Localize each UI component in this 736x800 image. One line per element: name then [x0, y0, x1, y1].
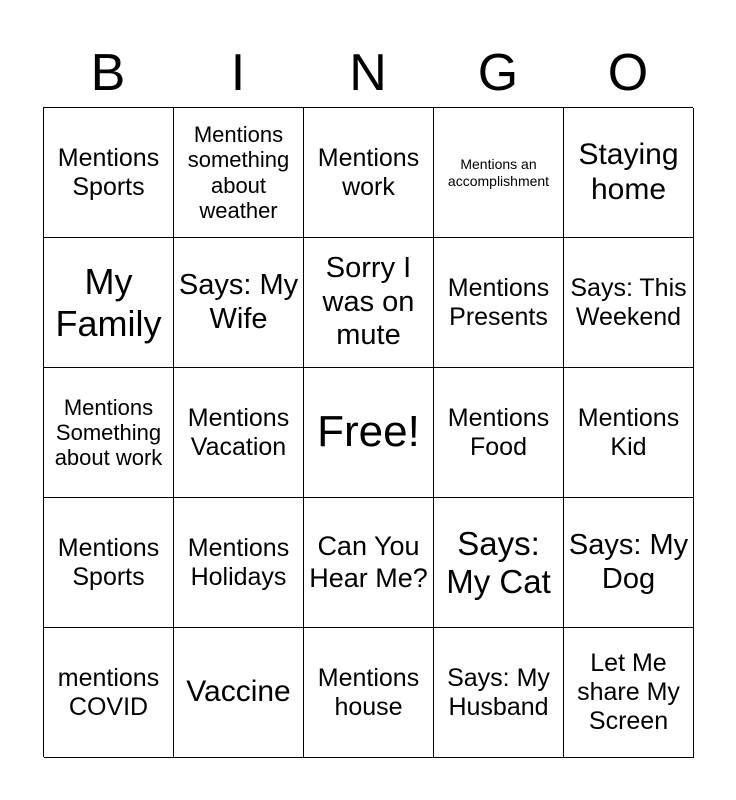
bingo-cell[interactable]: Vaccine — [174, 628, 304, 758]
bingo-cell[interactable]: Says: My Cat — [434, 498, 564, 628]
bingo-cell[interactable]: mentions COVID — [44, 628, 174, 758]
bingo-cell[interactable]: Can You Hear Me? — [304, 498, 434, 628]
header-letter-b: B — [90, 44, 126, 102]
bingo-header — [43, 42, 693, 104]
bingo-cell[interactable]: Mentions Sports — [44, 498, 174, 628]
free-space-cell[interactable]: Free! — [304, 368, 434, 498]
bingo-cell[interactable]: Says: My Wife — [174, 238, 304, 368]
bingo-cell[interactable]: My Family — [44, 238, 174, 368]
bingo-cell[interactable]: Mentions Kid — [564, 368, 694, 498]
header-letter-n: N — [349, 44, 387, 102]
bingo-cell[interactable]: Sorry I was on mute — [304, 238, 434, 368]
bingo-cell[interactable]: Says: My Dog — [564, 498, 694, 628]
bingo-cell[interactable]: Mentions Presents — [434, 238, 564, 368]
bingo-cell[interactable]: Says: This Weekend — [564, 238, 694, 368]
bingo-cell[interactable]: Says: My Husband — [434, 628, 564, 758]
bingo-grid — [43, 107, 693, 757]
header-letter-i: I — [230, 44, 246, 102]
header-letter-o: O — [607, 44, 649, 102]
bingo-cell[interactable]: Mentions Vacation — [174, 368, 304, 498]
bingo-cell[interactable]: Mentions Holidays — [174, 498, 304, 628]
bingo-cell[interactable]: Mentions Sports — [44, 108, 174, 238]
bingo-cell[interactable]: Mentions Something about work — [44, 368, 174, 498]
bingo-cell[interactable]: Mentions house — [304, 628, 434, 758]
bingo-cell[interactable]: Mentions Food — [434, 368, 564, 498]
bingo-cell[interactable]: Mentions work — [304, 108, 434, 238]
bingo-cell[interactable]: Staying home — [564, 108, 694, 238]
header-letter-g: G — [477, 44, 519, 102]
bingo-cell[interactable]: Let Me share My Screen — [564, 628, 694, 758]
bingo-cell[interactable]: Mentions an accomplishment — [434, 108, 564, 238]
bingo-cell[interactable]: Mentions something about weather — [174, 108, 304, 238]
